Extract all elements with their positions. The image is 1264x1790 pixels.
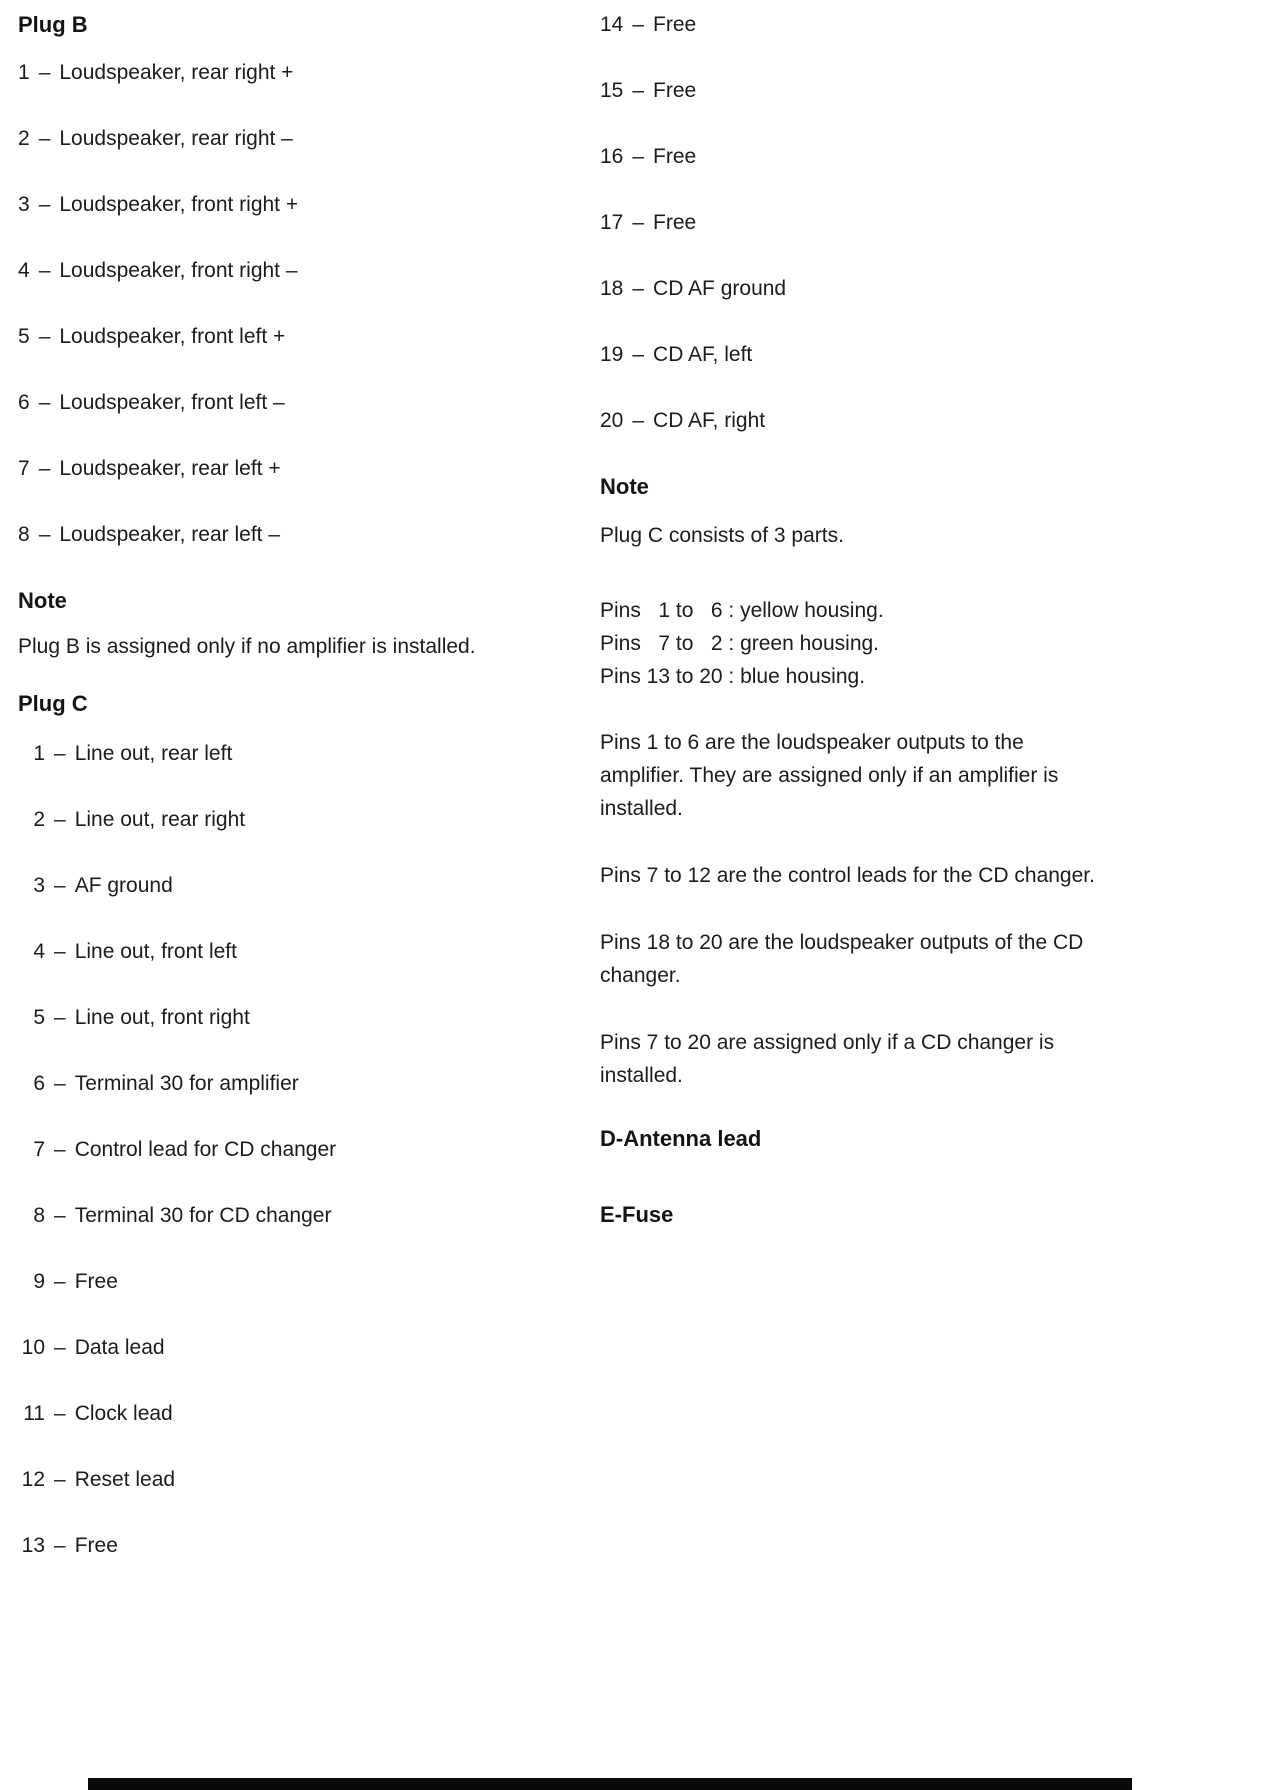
housing-line: Pins 13 to 20 : blue housing. — [600, 665, 866, 688]
pin-row — [18, 939, 584, 965]
plug-c-pin-list-continued — [600, 12, 1112, 434]
fuse-heading: E-Fuse — [600, 1202, 674, 1227]
pin-number: 8 — [33, 1204, 45, 1227]
pin-label: CD AF, left — [653, 343, 753, 366]
plug-c-pin-list — [18, 741, 584, 1559]
pin-number: 5 — [33, 1006, 45, 1029]
note-intro-text: Plug C consists of 3 parts. — [600, 524, 844, 547]
pin-label: CD AF, right — [653, 409, 766, 432]
note-paragraph: Pins 7 to 12 are the control leads for the CD changer. — [600, 864, 1095, 887]
pin-number: 3 — [33, 874, 45, 897]
pin-separator: – — [38, 193, 51, 216]
pin-label: CD AF ground — [653, 277, 787, 300]
pin-separator: – — [38, 127, 51, 150]
pin-label: Loudspeaker, rear left – — [59, 523, 281, 546]
housing-line: Pins 1 to 6 : yellow housing. — [600, 599, 884, 622]
pin-number: 4 — [33, 940, 45, 963]
pin-label: Terminal 30 for CD changer — [74, 1204, 332, 1227]
pin-number: 16 — [600, 145, 624, 168]
pin-label: AF ground — [74, 874, 173, 897]
pin-label: Terminal 30 for amplifier — [74, 1072, 299, 1095]
plug-b-heading: Plug B — [18, 12, 88, 37]
pin-separator: – — [632, 79, 645, 102]
pin-row — [18, 522, 584, 548]
pin-number: 18 — [600, 277, 624, 300]
pin-label: Line out, rear left — [74, 742, 233, 765]
note-heading: Note — [18, 588, 67, 613]
pin-label: Line out, front right — [74, 1006, 250, 1029]
pin-number: 2 — [33, 808, 45, 831]
pin-separator: – — [54, 940, 66, 963]
pin-row — [18, 873, 584, 899]
pin-row — [18, 1401, 584, 1427]
pin-number: 2 — [18, 127, 30, 150]
pin-number: 10 — [21, 1336, 45, 1359]
pin-row — [18, 258, 584, 284]
pin-separator: – — [632, 145, 645, 168]
pin-row — [18, 60, 584, 86]
pin-number: 1 — [33, 742, 45, 765]
pin-separator: – — [632, 277, 645, 300]
pin-label: Loudspeaker, front left + — [59, 325, 286, 348]
note-paragraph: Pins 7 to 20 are assigned only if a CD changer is installed. — [600, 1031, 1055, 1087]
pin-label: Control lead for CD changer — [74, 1138, 337, 1161]
pin-row — [18, 1005, 584, 1031]
pin-separator: – — [38, 523, 51, 546]
note-paragraph: Pins 1 to 6 are the loudspeaker outputs to the amplifier. They are assigned only if an amplifier is installed. — [600, 731, 1059, 820]
pin-row — [18, 1269, 584, 1295]
left-column — [18, 12, 584, 1599]
pin-number: 15 — [600, 79, 624, 102]
pin-label: Free — [653, 145, 697, 168]
plug-c-heading: Plug C — [18, 691, 88, 716]
pin-separator: – — [632, 343, 645, 366]
pin-separator: – — [54, 1402, 66, 1425]
pin-number: 6 — [33, 1072, 45, 1095]
plug-b-pin-list — [18, 60, 584, 548]
pin-separator: – — [54, 1204, 66, 1227]
housing-color-list — [600, 594, 1112, 693]
pin-separator: – — [632, 211, 645, 234]
pin-label: Free — [74, 1270, 118, 1293]
pin-number: 1 — [18, 61, 30, 84]
pin-label: Free — [653, 211, 697, 234]
pin-label: Loudspeaker, front right + — [59, 193, 299, 216]
pin-separator: – — [54, 1534, 66, 1557]
pin-row — [18, 1203, 584, 1229]
note-heading: Note — [600, 474, 649, 499]
pin-label: Loudspeaker, front left – — [59, 391, 285, 414]
pin-separator: – — [54, 1072, 66, 1095]
pin-row — [18, 1533, 584, 1559]
note-paragraphs — [600, 726, 1112, 1092]
pin-number: 6 — [18, 391, 30, 414]
pin-separator: – — [38, 457, 51, 480]
pin-separator: – — [38, 259, 51, 282]
pin-row — [600, 12, 1112, 38]
pin-separator: – — [632, 13, 645, 36]
pin-row — [18, 456, 584, 482]
pin-row — [600, 342, 1112, 368]
pin-label: Free — [653, 79, 697, 102]
pin-separator: – — [54, 1270, 66, 1293]
pin-row — [18, 1071, 584, 1097]
pin-number: 8 — [18, 523, 30, 546]
pin-separator: – — [54, 874, 66, 897]
pin-label: Loudspeaker, rear right + — [59, 61, 294, 84]
pin-label: Free — [653, 13, 697, 36]
pin-row — [18, 1335, 584, 1361]
pin-separator: – — [38, 61, 51, 84]
pin-number: 12 — [21, 1468, 45, 1491]
pin-label: Free — [74, 1534, 118, 1557]
pin-number: 20 — [600, 409, 624, 432]
antenna-lead-heading: D-Antenna lead — [600, 1126, 762, 1151]
pin-number: 19 — [600, 343, 624, 366]
pin-label: Line out, rear right — [74, 808, 246, 831]
pin-label: Clock lead — [74, 1402, 173, 1425]
pin-row — [18, 1137, 584, 1163]
pin-number: 7 — [18, 457, 30, 480]
pin-number: 13 — [21, 1534, 45, 1557]
pin-separator: – — [38, 391, 51, 414]
pin-row — [18, 126, 584, 152]
pin-label: Line out, front left — [74, 940, 237, 963]
pin-row — [18, 1467, 584, 1493]
pin-separator: – — [632, 409, 645, 432]
pin-number: 11 — [23, 1402, 45, 1425]
right-column — [600, 12, 1112, 1228]
pin-separator: – — [38, 325, 51, 348]
pin-row — [600, 78, 1112, 104]
pin-row — [600, 210, 1112, 236]
pin-row — [600, 144, 1112, 170]
note-paragraph: Pins 18 to 20 are the loudspeaker outputs of the CD changer. — [600, 931, 1084, 987]
scan-edge-artifact — [88, 1778, 1132, 1790]
pin-row — [18, 324, 584, 350]
pin-separator: – — [54, 1138, 66, 1161]
pin-separator: – — [54, 1006, 66, 1029]
pin-number: 14 — [600, 13, 624, 36]
pin-label: Data lead — [74, 1336, 165, 1359]
pin-row — [600, 276, 1112, 302]
pin-label: Loudspeaker, rear left + — [59, 457, 281, 480]
pin-separator: – — [54, 1336, 66, 1359]
pin-number: 4 — [18, 259, 30, 282]
pin-row — [18, 390, 584, 416]
pin-number: 3 — [18, 193, 30, 216]
pin-label: Loudspeaker, rear right – — [59, 127, 293, 150]
pin-label: Loudspeaker, front right – — [59, 259, 298, 282]
pin-row — [600, 408, 1112, 434]
pin-row — [18, 192, 584, 218]
pin-number: 7 — [33, 1138, 45, 1161]
pin-number: 5 — [18, 325, 30, 348]
housing-line: Pins 7 to 2 : green housing. — [600, 632, 880, 655]
pin-number: 17 — [600, 211, 624, 234]
note-text: Plug B is assigned only if no amplifier is installed. — [18, 635, 476, 658]
pin-row — [18, 741, 584, 767]
pin-separator: – — [54, 742, 66, 765]
pin-row — [18, 807, 584, 833]
pin-separator: – — [54, 808, 66, 831]
pin-label: Reset lead — [74, 1468, 176, 1491]
pin-separator: – — [54, 1468, 66, 1491]
pin-number: 9 — [33, 1270, 45, 1293]
